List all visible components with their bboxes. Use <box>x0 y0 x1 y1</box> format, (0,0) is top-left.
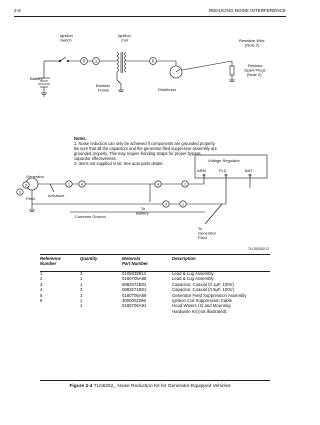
callout-4: 4 <box>80 181 84 187</box>
page-number: 2-6 <box>14 8 21 13</box>
figure-caption-text: TLN6252_ Noise Reduction Kit for Generator-Equipped Vehicles <box>92 384 231 389</box>
table-row: 4 3 0882571B01 Capacitor, Coaxial (0.5µF, 100V) <box>40 287 234 293</box>
callout-3: 3 <box>18 189 22 195</box>
callout-1: 1 <box>67 181 71 187</box>
callout-1: 1 <box>181 201 185 207</box>
resistive-wire-label: Resistive Wire (Note 2) <box>239 38 265 48</box>
terminal-arm <box>203 174 205 176</box>
field-label: Field <box>26 196 35 201</box>
note-line: 2. Items not supplied in kit. See auto parts dealer. <box>74 161 164 166</box>
terminal-fld-label: FLD <box>219 168 227 173</box>
col-part-number: Motorola Part Number <box>122 256 148 266</box>
to-battery-label: To Battery <box>136 206 149 216</box>
table-row: 1 3 0105839913 Lead & Lug Assembly <box>40 271 214 276</box>
section-title: REDUCING NOISE INTERFERENCE <box>208 8 286 13</box>
generator-label: Generator <box>26 174 45 179</box>
table-row: 1 0180706A91 Hood Wipers (2) and Mounting Hardware Kit (not illustrated). <box>40 303 270 314</box>
distributor-label: Distributor <box>158 87 177 92</box>
armature-label: Armature <box>48 193 65 198</box>
terminal-bat-label: BAT <box>245 168 253 173</box>
figure-label: Figure 2-4 <box>69 384 93 389</box>
table-row: 6 1 3000002296 Ignition Coil Suppression Cable <box>40 298 232 304</box>
callout-1: 1 <box>94 58 98 64</box>
col-ref-number: Reference Number <box>40 256 61 266</box>
callout-1: 1 <box>183 181 187 187</box>
resistor-spark-plugs-label: Resistor Spark Plugs (Note 2) <box>244 63 266 78</box>
note-line: 1. Noise reduction can only be achieved if components are grounded properly. <box>74 141 216 146</box>
notes-title: Notes: <box>74 136 87 141</box>
common-ground-label: Common Ground <box>75 214 106 219</box>
multi-line-desc: Hood Wipers (2) and Mounting Hardware Kit (not illustrated). <box>172 303 231 314</box>
callout-4: 4 <box>164 201 168 207</box>
coil-primary <box>117 52 119 72</box>
callout-4: 4 <box>156 181 160 187</box>
col-quantity: Quantity <box>80 256 98 261</box>
note-line: capacitor effectiveness. <box>74 156 117 161</box>
breaker-points-label: Breaker Points <box>96 83 111 93</box>
callout-5: 5 <box>82 58 86 64</box>
terminal-bat <box>249 174 251 176</box>
spark-plug-resistor <box>230 66 234 75</box>
col-description: Description <box>172 256 196 261</box>
terminal-fld <box>225 174 227 176</box>
ignition-diagram <box>0 0 300 140</box>
table-bottom-rule <box>40 380 270 381</box>
figure-id: TLG00052-O <box>248 247 269 251</box>
battery-label: Battery <box>30 76 43 81</box>
ignition-coil-label: Ignition Coil <box>118 33 131 43</box>
table-header-row <box>40 255 270 267</box>
note-line: Be sure that all the capacitors and the generator filed suppressor assembly are <box>74 146 217 151</box>
figure-caption <box>0 384 300 389</box>
voltage-regulator-label: Voltage Regulator <box>208 158 240 163</box>
table-row: 5 1 0180706A89 Generator Field Suppression Assembly <box>40 292 247 298</box>
table-header-rule <box>40 271 270 272</box>
callout-2: 2 <box>24 182 28 188</box>
parts-table <box>40 255 270 314</box>
ignition-switch-label: Ignition Switch <box>60 33 73 43</box>
terminal-arm-label: ARM <box>197 168 206 173</box>
coil-secondary <box>125 52 127 72</box>
callout-6: 6 <box>151 58 155 64</box>
breaker-contact <box>117 80 121 84</box>
table-row: 2 1 0180706A88 Lead & Lug Assembly <box>40 276 214 282</box>
switch-blade <box>60 57 66 61</box>
table-row: 3 1 0882571B02 Capacitor, Coaxial (0.1µF, 100V) <box>40 281 234 287</box>
generator-diagram <box>0 148 300 258</box>
note-line: grounded properly. This may require bonding straps for proper bypass <box>74 151 201 156</box>
to-generator-field-label: To Generator Field <box>198 226 217 241</box>
